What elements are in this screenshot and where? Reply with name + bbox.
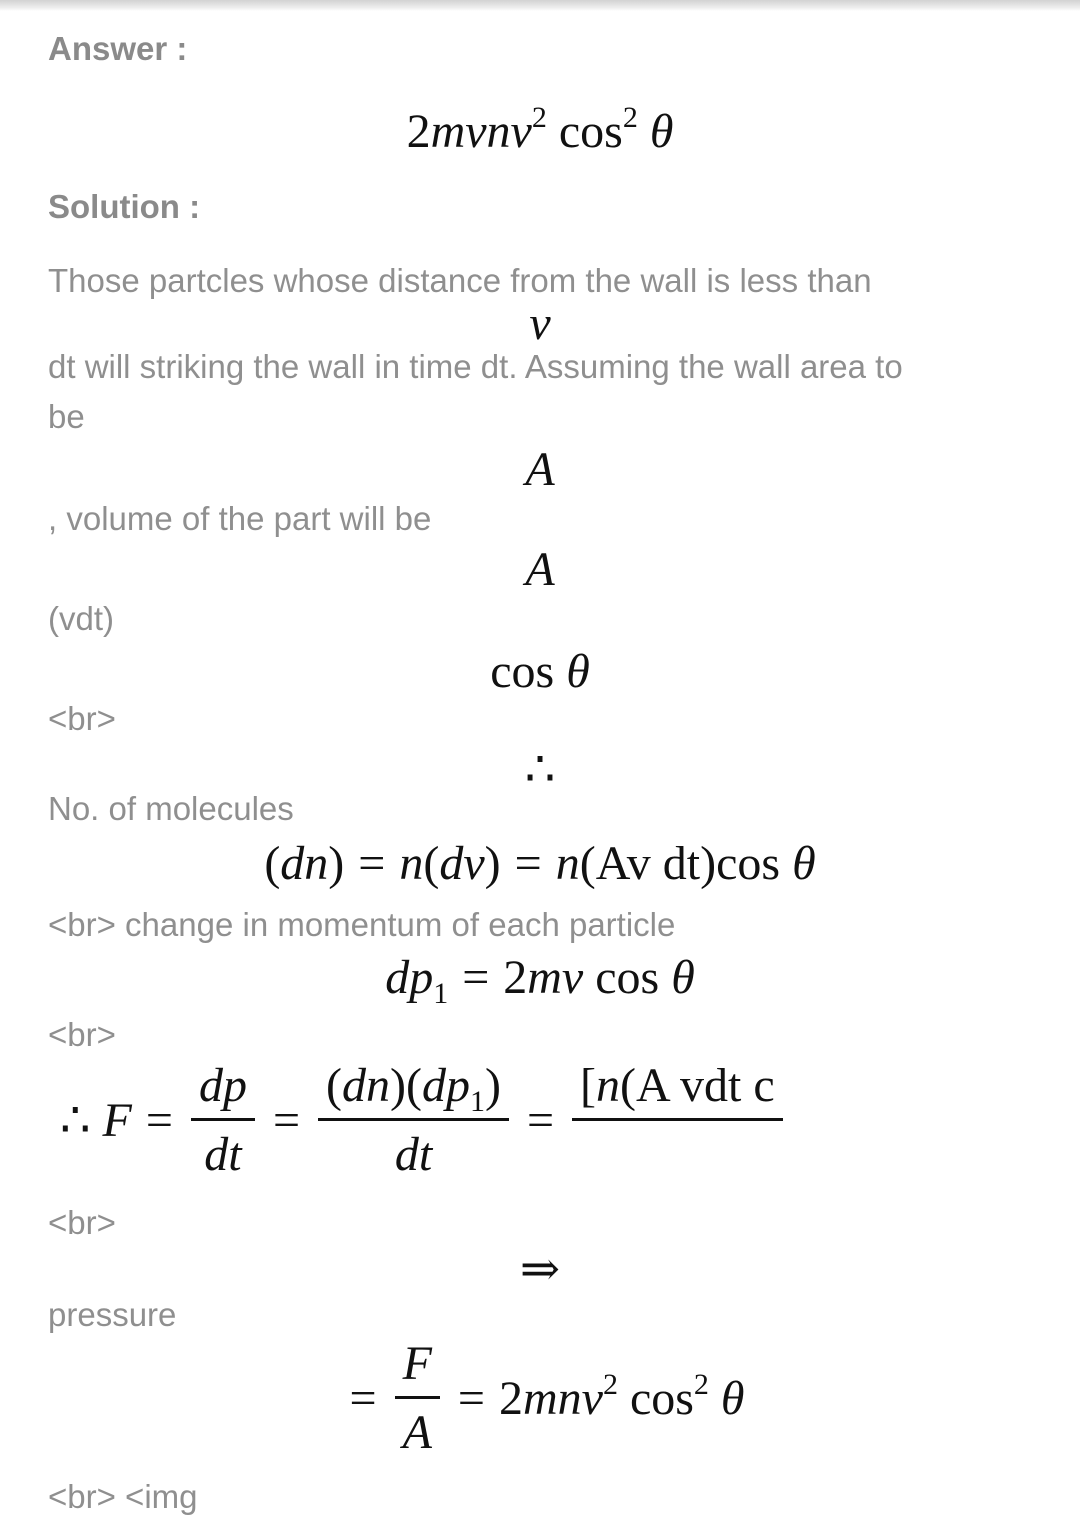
br-text-3: <br> (48, 1204, 116, 1241)
solution-text-5: (vdt) (48, 600, 114, 637)
solution-text-8: pressure (48, 1296, 177, 1333)
answer-label: Answer : (48, 30, 188, 67)
solution-text-6: No. of molecules (48, 790, 294, 827)
solution-label: Solution : (48, 188, 201, 225)
math-pressure: = $\frac{F}{A}$ = 2mnv$^2$ $\cos^2 \theta$ (349, 1337, 745, 1459)
top-shadow-bar (0, 0, 1080, 11)
math-cos-theta: cos θ (490, 645, 590, 698)
solution-text-1: Those partcles whose distance from the wall is less than (48, 262, 872, 299)
math-area-a-2: A (525, 543, 555, 596)
math-v: v (529, 297, 551, 350)
math-therefore: ∴ (524, 743, 556, 796)
math-implies: ⇒ (519, 1243, 561, 1296)
br-text-1: <br> (48, 700, 116, 737)
math-force: ∴ F = $\frac{dp}{dt}$ = $\frac{(dn)(dp_1)}{dt}$ = [n(A vdt c (60, 1062, 1060, 1202)
solution-text-7: <br> change in momentum of each particle (48, 906, 676, 943)
br-text-2: <br> (48, 1016, 116, 1053)
answer-formula: 2mvnv$^2$ $\cos^2 \theta$ (406, 101, 674, 158)
solution-text-2: dt will striking the wall in time dt. Assuming the wall area to (48, 348, 903, 385)
math-momentum-change: $dp_1 = 2mv$ cos θ (385, 951, 695, 1010)
solution-text-9: <br> <img (48, 1478, 198, 1515)
math-area-a: A (525, 443, 555, 496)
solution-text-4: , volume of the part will be (48, 500, 432, 537)
solution-text-3: be (48, 398, 85, 435)
math-molecule-count: (dn) = n(dv) = n(Av dt)cos θ (264, 837, 816, 890)
